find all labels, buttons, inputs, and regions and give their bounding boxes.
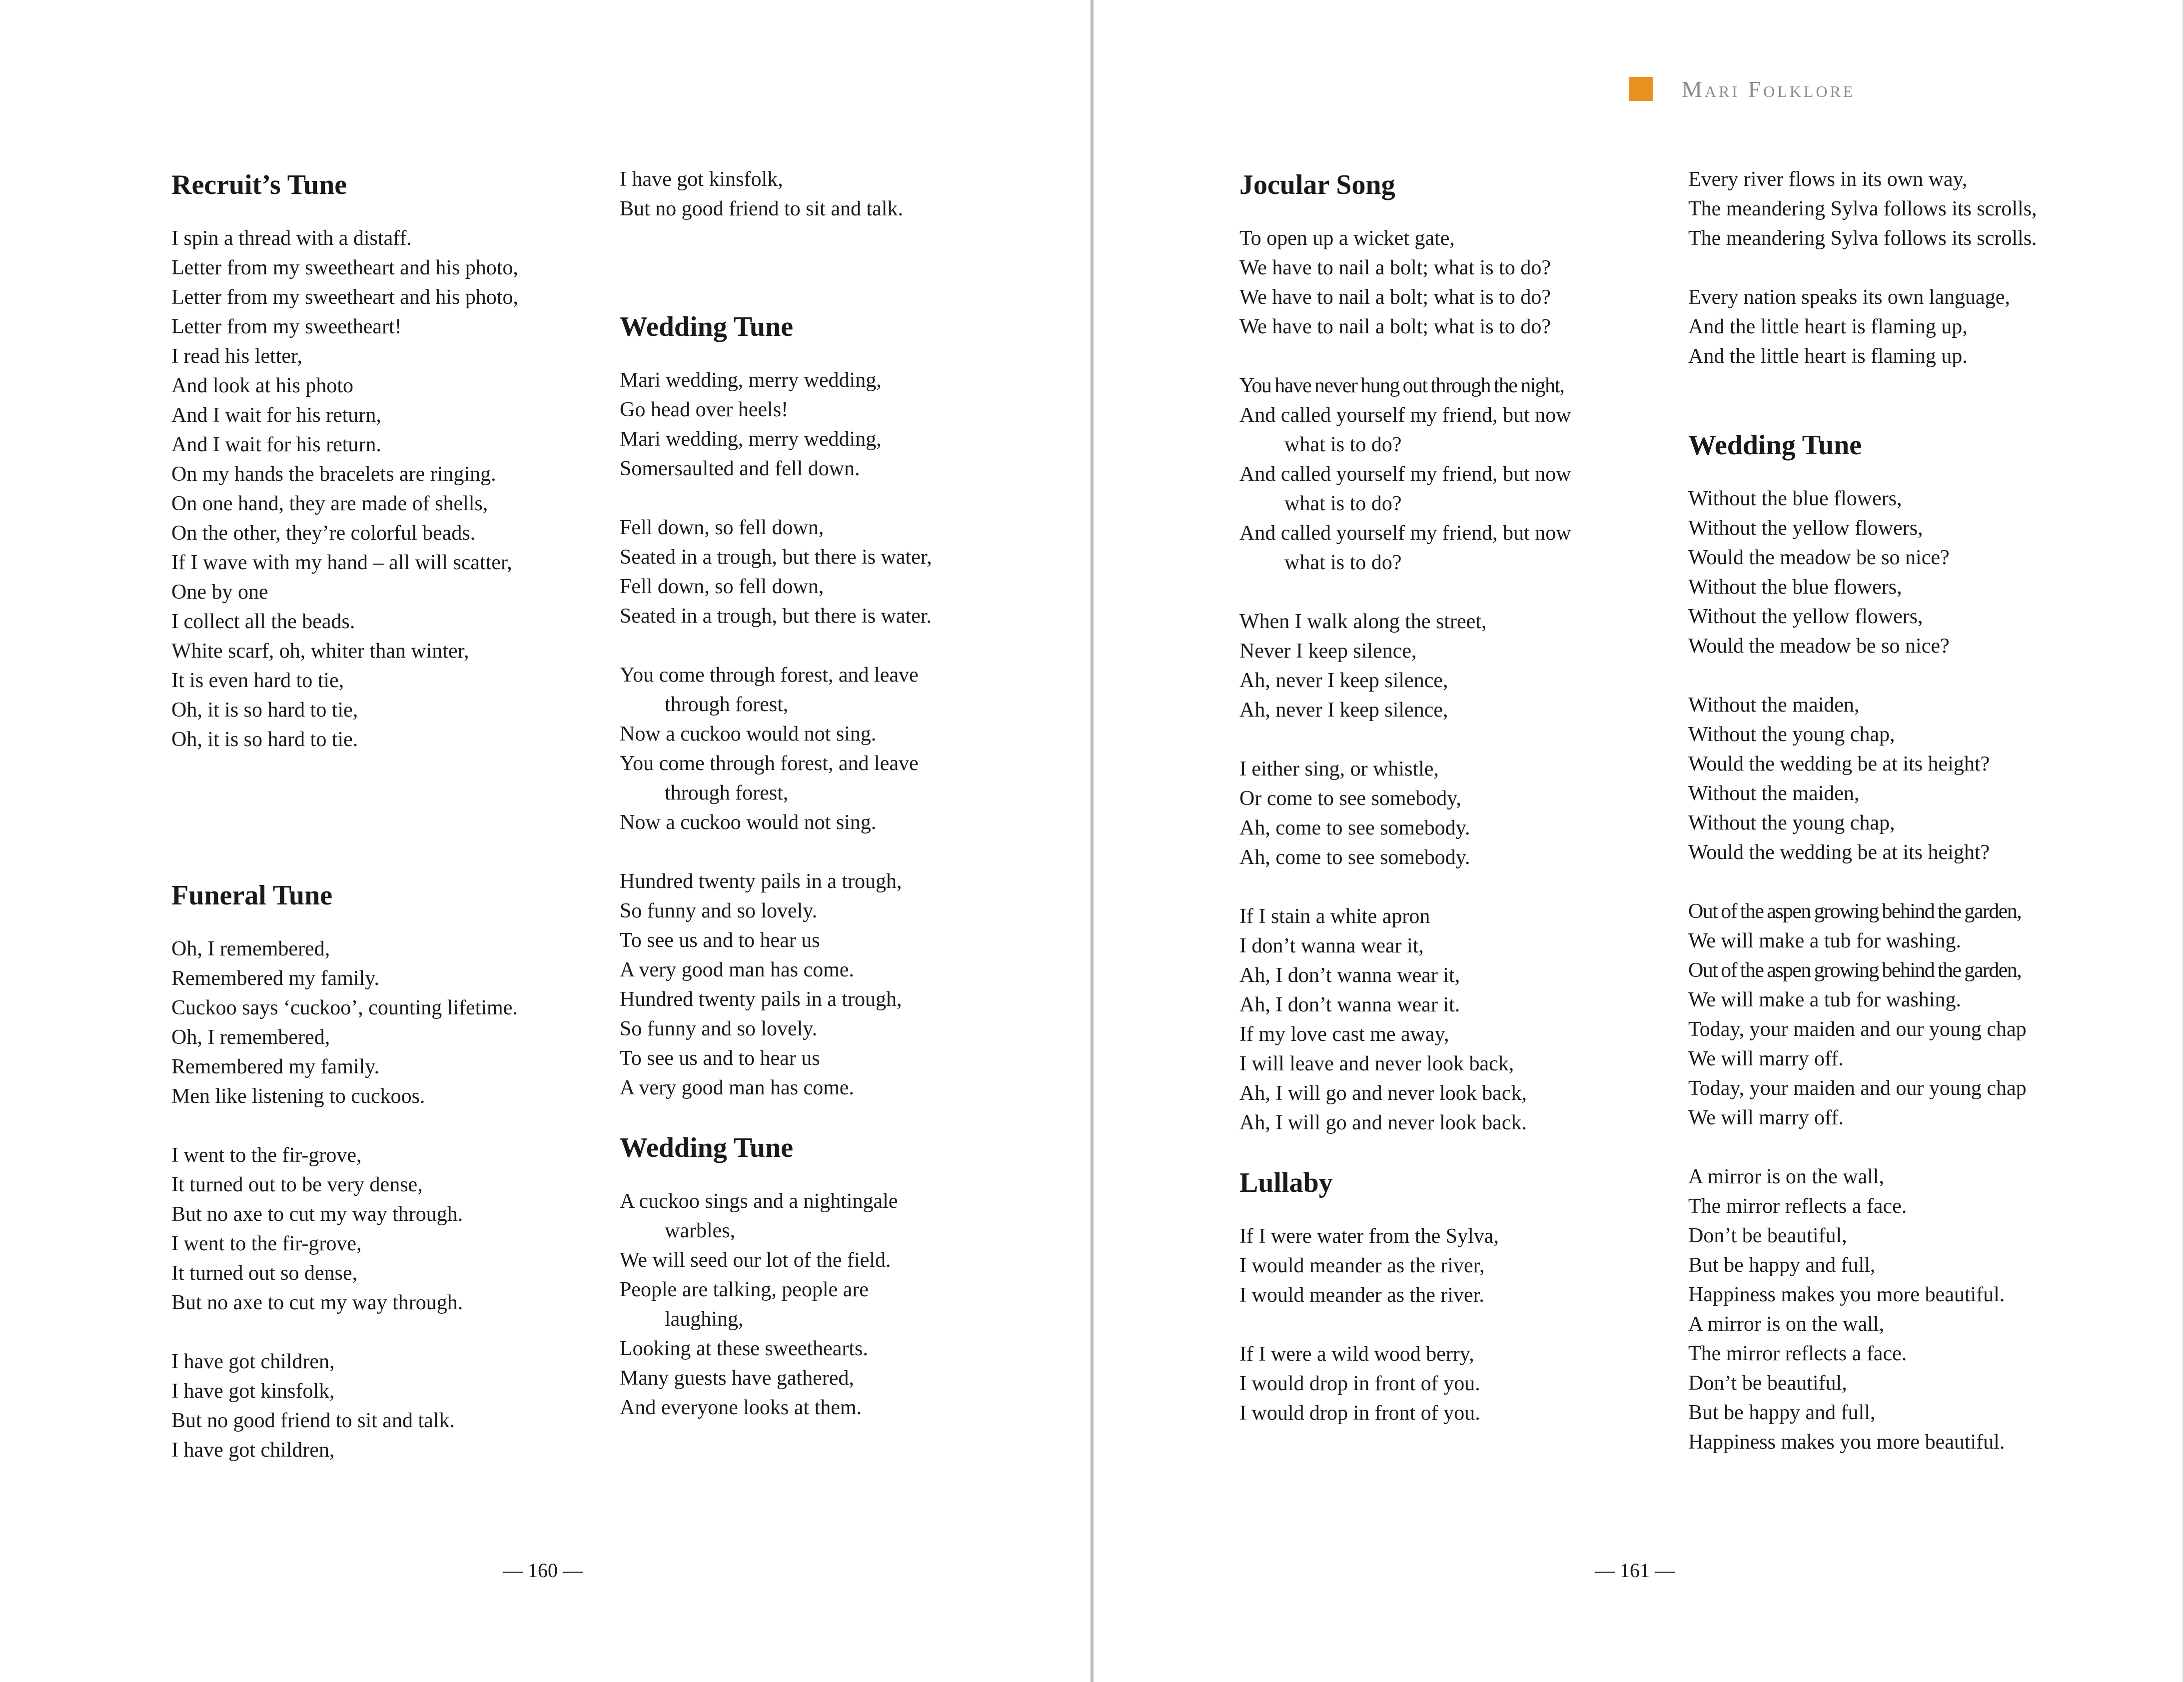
- poem-line: But be happy and full,: [1688, 1254, 1876, 1277]
- poem-title: Jocular Song: [1239, 169, 1395, 200]
- poem-line: Without the blue flowers,: [1688, 487, 1902, 510]
- poem-line: White scarf, oh, whiter than winter,: [171, 640, 469, 663]
- poem-line: If I were water from the Sylva,: [1239, 1225, 1499, 1248]
- poem-line: I spin a thread with a distaff.: [171, 227, 412, 250]
- poem-line: Don’t be beautiful,: [1688, 1372, 1847, 1395]
- poem-line-continuation: through forest,: [665, 693, 789, 716]
- poem-line: I have got children,: [171, 1439, 335, 1462]
- poem-line: Out of the aspen growing behind the garden,: [1688, 900, 2022, 923]
- poem-body: [1239, 224, 1669, 1138]
- poem-line: I would drop in front of you.: [1239, 1372, 1480, 1395]
- poem-title: Wedding Tune: [620, 311, 794, 342]
- section-spacer: [620, 1103, 1050, 1128]
- poem-line: The meandering Sylva follows its scrolls,: [1688, 197, 2037, 220]
- poem-line: A very good man has come.: [620, 1076, 854, 1099]
- poem-title: Lullaby: [1239, 1167, 1333, 1198]
- poem-line: But no axe to cut my way through.: [171, 1203, 463, 1226]
- right-page-column-1: [1239, 165, 1669, 1428]
- poem-line: I would meander as the river.: [1239, 1284, 1484, 1307]
- stanza-break: [171, 1318, 601, 1347]
- poem-line: We have to nail a bolt; what is to do?: [1239, 256, 1551, 279]
- poem-line: We will make a tub for washing.: [1688, 929, 1961, 952]
- poem-line: I don’t wanna wear it,: [1239, 934, 1424, 957]
- stanza-break: [1239, 1310, 1669, 1340]
- poem-line: And called yourself my friend, but now: [1239, 404, 1571, 427]
- poem-line: Without the yellow flowers,: [1688, 605, 1923, 628]
- poem-line: A mirror is on the wall,: [1688, 1165, 1884, 1188]
- poem-line: I went to the fir-grove,: [171, 1232, 362, 1255]
- poem-line: Without the young chap,: [1688, 723, 1895, 746]
- poem-line: We will marry off.: [1688, 1047, 1844, 1070]
- poem-line: Ah, I don’t wanna wear it.: [1239, 993, 1460, 1016]
- poem-line: But no axe to cut my way through.: [171, 1291, 463, 1314]
- stanza-break: [1688, 661, 2118, 691]
- poem-body: [171, 934, 601, 1465]
- poem-line: If my love cast me away,: [1239, 1023, 1449, 1046]
- poem-line: Hundred twenty pails in a trough,: [620, 988, 902, 1011]
- stanza-break: [620, 631, 1050, 661]
- poem-line: I either sing, or whistle,: [1239, 758, 1439, 781]
- page-number: — 160 —: [503, 1559, 583, 1582]
- poem-line: Or come to see somebody,: [1239, 787, 1461, 810]
- page-number: — 161 —: [1595, 1559, 1675, 1582]
- poem-line: But no good friend to sit and talk.: [620, 197, 903, 220]
- poem-line: To see us and to hear us: [620, 1047, 820, 1070]
- poem-line: To open up a wicket gate,: [1239, 227, 1455, 250]
- poem-line: And look at his photo: [171, 374, 353, 397]
- poem-line: We have to nail a bolt; what is to do?: [1239, 315, 1551, 338]
- poem-line: Many guests have gathered,: [620, 1367, 854, 1390]
- poem-line: Oh, I remembered,: [171, 1026, 330, 1049]
- poem-jocular-song: [1239, 165, 1669, 1138]
- poem-line: Today, your maiden and our young chap: [1688, 1018, 2027, 1041]
- left-page-column-2: [620, 165, 1050, 1423]
- poem-line: You come through forest, and leave: [620, 664, 919, 687]
- poem-line: Ah, I will go and never look back,: [1239, 1082, 1527, 1105]
- poem-line: Go head over heels!: [620, 398, 789, 421]
- poem-line: And everyone looks at them.: [620, 1396, 862, 1419]
- poem-body: [1688, 165, 2118, 371]
- poem-line: Without the blue flowers,: [1688, 576, 1902, 599]
- poem-line: Seated in a trough, but there is water,: [620, 546, 932, 569]
- poem-line: Every nation speaks its own language,: [1688, 286, 2010, 309]
- poem-line: Remembered my family.: [171, 1055, 379, 1078]
- poem-line: If I wave with my hand – all will scatter,: [171, 551, 512, 574]
- poem-line: Oh, it is so hard to tie,: [171, 699, 358, 722]
- stanza-break: [1688, 253, 2118, 283]
- poem-line: If I stain a white apron: [1239, 905, 1430, 928]
- poem-line: One by one: [171, 581, 268, 604]
- poem-line: It is even hard to tie,: [171, 669, 344, 692]
- left-page-column-1: [171, 165, 601, 1465]
- poem-line: Ah, I will go and never look back.: [1239, 1111, 1527, 1134]
- poem-line: But be happy and full,: [1688, 1401, 1876, 1424]
- poem-line: Would the meadow be so nice?: [1688, 635, 1950, 658]
- poem-body: [171, 224, 601, 755]
- section-spacer: [171, 755, 601, 875]
- poem-line: Out of the aspen growing behind the garden,: [1688, 959, 2022, 982]
- poem-line: Happiness makes you more beautiful.: [1688, 1431, 2005, 1454]
- poem-line: And called yourself my friend, but now: [1239, 522, 1571, 545]
- poem-line: Today, your maiden and our young chap: [1688, 1077, 2027, 1100]
- poem-line: Every river flows in its own way,: [1688, 168, 1968, 191]
- stanza-break: [1688, 1133, 2118, 1162]
- poem-line: We will marry off.: [1688, 1106, 1844, 1129]
- poem-line: Would the wedding be at its height?: [1688, 753, 1990, 776]
- poem-line: I would meander as the river,: [1239, 1254, 1485, 1277]
- left-page: [0, 0, 1091, 1682]
- poem-line: But no good friend to sit and talk.: [171, 1409, 455, 1432]
- poem-line-continuation: through forest,: [665, 782, 789, 805]
- poem-line: A cuckoo sings and a nightingale: [620, 1190, 898, 1213]
- poem-title: Funeral Tune: [171, 880, 333, 911]
- stanza-break: [171, 1111, 601, 1141]
- poem-funeral-tune: [171, 875, 601, 1465]
- section-spacer: [1239, 1138, 1669, 1163]
- poem-line: It turned out to be very dense,: [171, 1173, 423, 1196]
- poem-line: A very good man has come.: [620, 958, 854, 981]
- poem-line: I read his letter,: [171, 345, 302, 368]
- poem-line: The meandering Sylva follows its scrolls.: [1688, 227, 2037, 250]
- poem-line: I would drop in front of you.: [1239, 1402, 1480, 1425]
- poem-wedding-tune-1: [620, 307, 1050, 1103]
- poem-line: Would the wedding be at its height?: [1688, 841, 1990, 864]
- poem-line: Letter from my sweetheart!: [171, 315, 402, 338]
- poem-line: On my hands the bracelets are ringing.: [171, 463, 496, 486]
- running-head-text: Mari Folklore: [1682, 76, 1856, 102]
- poem-line: On the other, they’re colorful beads.: [171, 522, 476, 545]
- stanza-break: [1239, 578, 1669, 607]
- poem-line: On one hand, they are made of shells,: [171, 492, 488, 515]
- poem-line-continuation: laughing,: [665, 1308, 744, 1331]
- poem-wedding-tune-3: [1688, 425, 2118, 1457]
- orange-square-icon: [1629, 77, 1653, 101]
- poem-body: [1239, 1222, 1669, 1428]
- poem-line: Looking at these sweethearts.: [620, 1337, 868, 1360]
- poem-line: Oh, it is so hard to tie.: [171, 728, 358, 751]
- poem-line: Ah, never I keep silence,: [1239, 669, 1448, 692]
- poem-line: Fell down, so fell down,: [620, 575, 824, 598]
- poem-title: Recruit’s Tune: [171, 169, 347, 200]
- poem-line: If I were a wild wood berry,: [1239, 1343, 1474, 1366]
- poem-line: Now a cuckoo would not sing.: [620, 811, 877, 834]
- poem-line: Don’t be beautiful,: [1688, 1224, 1847, 1247]
- stanza-break: [1239, 872, 1669, 902]
- poem-line: We will make a tub for washing.: [1688, 988, 1961, 1011]
- poem-line-continuation: what is to do?: [1284, 551, 1402, 574]
- stanza-break: [620, 838, 1050, 867]
- poem-title: Wedding Tune: [620, 1132, 794, 1163]
- poem-line: Letter from my sweetheart and his photo,: [171, 256, 518, 279]
- stanza-break: [1688, 867, 2118, 897]
- poem-line: So funny and so lovely.: [620, 899, 818, 922]
- poem-line: Now a cuckoo would not sing.: [620, 723, 877, 746]
- poem-line: Ah, I don’t wanna wear it,: [1239, 964, 1460, 987]
- poem-line: Would the meadow be so nice?: [1688, 546, 1950, 569]
- poem-line: And I wait for his return,: [171, 404, 381, 427]
- poem-line: A mirror is on the wall,: [1688, 1313, 1884, 1336]
- poem-line: Men like listening to cuckoos.: [171, 1085, 425, 1108]
- poem-line: Ah, come to see somebody.: [1239, 817, 1470, 840]
- poem-continuation: [620, 165, 1050, 224]
- poem-line: We have to nail a bolt; what is to do?: [1239, 286, 1551, 309]
- poem-line: I have got children,: [171, 1350, 335, 1373]
- poem-line: Mari wedding, merry wedding,: [620, 428, 882, 451]
- poem-line: Without the yellow flowers,: [1688, 517, 1923, 540]
- poem-line: When I walk along the street,: [1239, 610, 1487, 633]
- poem-line: And called yourself my friend, but now: [1239, 463, 1571, 486]
- poem-line: I will leave and never look back,: [1239, 1052, 1514, 1075]
- poem-line: Somersaulted and fell down.: [620, 457, 860, 480]
- poem-line: Happiness makes you more beautiful.: [1688, 1283, 2005, 1306]
- poem-line: The mirror reflects a face.: [1688, 1195, 1907, 1218]
- poem-line: Seated in a trough, but there is water.: [620, 605, 932, 628]
- poem-line: You come through forest, and leave: [620, 752, 919, 775]
- poem-line: You have never hung out through the night,: [1239, 374, 1564, 397]
- poem-body: [620, 165, 1050, 224]
- poem-line: So funny and so lovely.: [620, 1017, 818, 1040]
- poem-line-continuation: what is to do?: [1284, 492, 1402, 515]
- poem-line: And I wait for his return.: [171, 433, 381, 456]
- poem-line: I have got kinsfolk,: [171, 1380, 335, 1403]
- poem-line: To see us and to hear us: [620, 929, 820, 952]
- poem-body: [620, 366, 1050, 1103]
- section-spacer: [1688, 371, 2118, 425]
- poem-line: Without the maiden,: [1688, 694, 1860, 717]
- poem-line: Hundred twenty pails in a trough,: [620, 870, 902, 893]
- poem-line: People are talking, people are: [620, 1278, 869, 1301]
- poem-line: It turned out so dense,: [171, 1262, 358, 1285]
- poem-line: Ah, never I keep silence,: [1239, 699, 1448, 722]
- poem-line: I collect all the beads.: [171, 610, 355, 633]
- poem-wedding-tune-2: [620, 1128, 1050, 1423]
- poem-body: [1688, 484, 2118, 1457]
- poem-continuation: [1688, 165, 2118, 371]
- poem-line: Ah, come to see somebody.: [1239, 846, 1470, 869]
- poem-line: I went to the fir-grove,: [171, 1144, 362, 1167]
- poem-line: Fell down, so fell down,: [620, 516, 824, 539]
- poem-line: Mari wedding, merry wedding,: [620, 369, 882, 392]
- poem-line: Without the maiden,: [1688, 782, 1860, 805]
- poem-title: Wedding Tune: [1688, 430, 1862, 461]
- poem-line: I have got kinsfolk,: [620, 168, 783, 191]
- poem-line: Oh, I remembered,: [171, 937, 330, 960]
- poem-line: Without the young chap,: [1688, 812, 1895, 835]
- right-page: [1093, 0, 2184, 1682]
- poem-line: And the little heart is flaming up.: [1688, 345, 1968, 368]
- poem-line-continuation: what is to do?: [1284, 433, 1402, 456]
- poem-body: [620, 1187, 1050, 1423]
- running-head: [1629, 74, 1855, 104]
- section-spacer: [620, 224, 1050, 307]
- stanza-break: [1239, 725, 1669, 755]
- poem-recruits-tune: [171, 165, 601, 755]
- poem-line: And the little heart is flaming up,: [1688, 315, 1968, 338]
- poem-line-continuation: warbles,: [665, 1219, 736, 1242]
- right-page-column-2: [1688, 165, 2118, 1457]
- stanza-break: [620, 484, 1050, 513]
- poem-line: We will seed our lot of the field.: [620, 1249, 891, 1272]
- poem-lullaby: [1239, 1163, 1669, 1428]
- poem-line: Never I keep silence,: [1239, 640, 1417, 663]
- stanza-break: [1239, 342, 1669, 371]
- poem-line: The mirror reflects a face.: [1688, 1342, 1907, 1365]
- poem-line: Remembered my family.: [171, 967, 379, 990]
- poem-line: Cuckoo says ‘cuckoo’, counting lifetime.: [171, 996, 518, 1019]
- poem-line: Letter from my sweetheart and his photo,: [171, 286, 518, 309]
